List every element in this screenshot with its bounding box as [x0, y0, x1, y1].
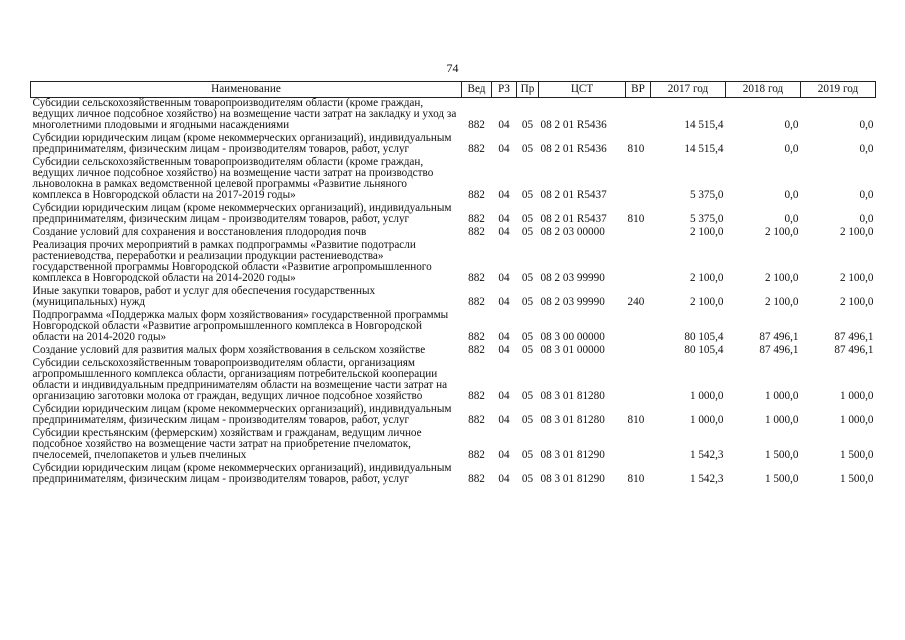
row-2018: 2 100,0: [764, 226, 799, 238]
row-2019: 1 500,0: [839, 449, 874, 461]
row-rz: 04: [498, 414, 510, 426]
header-cst: ЦСТ: [539, 82, 626, 98]
row-2019: 2 100,0: [839, 226, 874, 238]
row-vr: [626, 240, 651, 286]
header-2017: 2017 год: [651, 82, 726, 98]
row-cst: 08 3 01 81290: [540, 449, 605, 461]
table-row: [31, 286, 876, 310]
row-rz: 04: [498, 226, 510, 238]
row-name: Создание условий для сохранения и восстановления плодородия почв: [32, 226, 367, 238]
table-row: [31, 404, 876, 428]
row-ved: 882: [468, 143, 485, 155]
row-ved: 882: [468, 449, 485, 461]
row-2019: 87 496,1: [834, 331, 874, 343]
row-2017: 1 542,3: [689, 473, 724, 485]
row-cst: 08 3 01 81290: [540, 473, 605, 485]
header-name: Наименование: [31, 82, 462, 98]
header-rz: РЗ: [492, 82, 517, 98]
row-vr: 810: [627, 143, 645, 155]
row-2018: 1 500,0: [764, 473, 799, 485]
row-rz: 04: [498, 119, 510, 131]
row-ved: 882: [468, 296, 485, 308]
table-body: [31, 98, 876, 488]
row-pr: 05: [521, 272, 534, 284]
row-cst: 08 2 01 R5437: [540, 189, 607, 201]
row-cst: 08 2 01 R5436: [540, 119, 607, 131]
row-rz: 04: [498, 473, 510, 485]
row-2017: 2 100,0: [689, 226, 724, 238]
header-pr: Пр: [517, 82, 539, 98]
table-row: [31, 310, 876, 345]
row-rz: 04: [498, 296, 510, 308]
row-pr: 05: [521, 390, 534, 402]
row-rz: 04: [498, 213, 510, 225]
row-vr: 810: [627, 213, 645, 225]
row-2019: 87 496,1: [834, 344, 874, 356]
row-2018: 0,0: [784, 189, 799, 201]
row-rz: 04: [498, 449, 510, 461]
row-name: Субсидии сельскохозяйственным товаропроизводителям области (кроме граждан, ведущих личное подсобное хозяйство) на возмещение части затрат на производство льноволокна в рамках ведомственной целевой программы «Развитие льняного комплекса в Новгородской области на 2017-2019 годы»: [32, 156, 434, 201]
row-ved: 882: [468, 272, 485, 284]
row-2018: 0,0: [784, 213, 799, 225]
row-pr: 05: [521, 473, 534, 485]
table-row: [31, 240, 876, 286]
row-2019: 2 100,0: [839, 272, 874, 284]
row-cst: 08 2 01 R5437: [540, 213, 607, 225]
row-pr: 05: [521, 449, 534, 461]
row-vr: [626, 157, 651, 203]
row-name: Субсидии юридическим лицам (кроме некоммерческих организаций), индивидуальным предпринимателям, физическим лицам - производителям товаров, работ, услуг: [32, 403, 452, 426]
row-2018: 0,0: [784, 119, 799, 131]
row-name: Субсидии сельскохозяйственным товаропроизводителям области, организациям агропромышленного комплекса области, организациям потребительской кооперации области и индивидуальным предпринимателям области на возмещение части затрат на организацию заготовки молока от граждан, ведущих личное подсобное хозяйство: [32, 357, 448, 402]
row-2017: 5 375,0: [689, 189, 724, 201]
row-ved: 882: [468, 390, 485, 402]
row-2017: 1 000,0: [689, 414, 724, 426]
row-pr: 05: [521, 226, 534, 238]
row-ved: 882: [468, 189, 485, 201]
row-vr: [626, 310, 651, 345]
row-2019: 0,0: [859, 143, 874, 155]
row-2019: 1 000,0: [839, 414, 874, 426]
row-rz: 04: [498, 143, 510, 155]
row-pr: 05: [521, 143, 534, 155]
table-row: [31, 203, 876, 227]
row-rz: 04: [498, 331, 510, 343]
table-row: [31, 428, 876, 463]
row-vr: [626, 98, 651, 134]
row-ved: 882: [468, 331, 485, 343]
row-vr: [626, 428, 651, 463]
row-2018: 87 496,1: [759, 331, 799, 343]
row-2019: 0,0: [859, 189, 874, 201]
table-row: [31, 157, 876, 203]
header-ved: Вед: [462, 82, 492, 98]
row-name: Субсидии сельскохозяйственным товаропроизводителям области (кроме граждан, ведущих личное подсобное хозяйство) на возмещение части затрат на закладку и уход за многолетними плодовыми и ягодными насаждениями: [32, 97, 457, 131]
row-rz: 04: [498, 189, 510, 201]
row-ved: 882: [468, 344, 485, 356]
row-2018: 1 000,0: [764, 414, 799, 426]
table-header-row: [31, 82, 876, 98]
table-row: [31, 133, 876, 157]
table-row: [31, 98, 876, 134]
row-2018: 2 100,0: [764, 296, 799, 308]
row-cst: 08 3 00 00000: [540, 331, 605, 343]
row-name: Субсидии крестьянским (фермерским) хозяйствам и гражданам, ведущим личное подсобное хозяйство на возмещение части затрат на приобретение пчеломаток, пчелосемей, пчелопакетов и ульев пчелиных: [32, 427, 422, 461]
header-2018: 2018 год: [726, 82, 801, 98]
row-vr: [626, 358, 651, 404]
row-2017: 14 515,4: [684, 119, 724, 131]
row-name: Иные закупки товаров, работ и услуг для обеспечения государственных (муниципальных) нужд: [32, 285, 376, 308]
row-2019: 0,0: [859, 119, 874, 131]
row-cst: 08 3 01 00000: [540, 344, 605, 356]
row-name: Реализация прочих мероприятий в рамках подпрограммы «Развитие подотрасли растениеводства, переработки и реализации продукции растениеводства» государственной программы Новгородской области «Развитие агропромышленного комплекса в Новгородской области на 2014-2020 годы»: [32, 239, 432, 284]
row-ved: 882: [468, 414, 485, 426]
row-cst: 08 2 01 R5436: [540, 143, 607, 155]
row-cst: 08 2 03 00000: [540, 226, 605, 238]
row-2018: 87 496,1: [759, 344, 799, 356]
row-pr: 05: [521, 331, 534, 343]
row-vr: 810: [627, 473, 645, 485]
row-ved: 882: [468, 119, 485, 131]
row-name: Субсидии юридическим лицам (кроме некоммерческих организаций), индивидуальным предпринимателям, физическим лицам - производителям товаров, работ, услуг: [32, 132, 452, 155]
row-rz: 04: [498, 344, 510, 356]
budget-table: [30, 81, 876, 487]
row-rz: 04: [498, 390, 510, 402]
header-2019: 2019 год: [801, 82, 876, 98]
row-ved: 882: [468, 226, 485, 238]
row-2017: 80 105,4: [684, 331, 724, 343]
row-name: Субсидии юридическим лицам (кроме некоммерческих организаций), индивидуальным предпринимателям, физическим лицам - производителям товаров, работ, услуг: [32, 462, 452, 485]
row-cst: 08 2 03 99990: [540, 272, 605, 284]
row-pr: 05: [521, 119, 534, 131]
row-2017: 1 000,0: [689, 390, 724, 402]
row-pr: 05: [521, 189, 534, 201]
row-vr: [626, 345, 651, 358]
row-ved: 882: [468, 213, 485, 225]
row-vr: 810: [627, 414, 645, 426]
row-pr: 05: [521, 296, 534, 308]
row-2017: 2 100,0: [689, 272, 724, 284]
row-2017: 1 542,3: [689, 449, 724, 461]
row-pr: 05: [521, 414, 534, 426]
table-row: [31, 463, 876, 487]
row-rz: 04: [498, 272, 510, 284]
row-pr: 05: [521, 213, 534, 225]
page-number: 74: [446, 61, 459, 75]
header-vr: ВР: [626, 82, 651, 98]
row-2017: 80 105,4: [684, 344, 724, 356]
row-name: Подпрограмма «Поддержка малых форм хозяйствования» государственной программы Новгородской области «Развитие агропромышленного комплекса в Новгородской области на 2014-2020 годы»: [32, 309, 449, 343]
row-2019: 2 100,0: [839, 296, 874, 308]
row-2018: 1 000,0: [764, 390, 799, 402]
row-2019: 1 500,0: [839, 473, 874, 485]
row-2018: 0,0: [784, 143, 799, 155]
row-2018: 2 100,0: [764, 272, 799, 284]
row-cst: 08 3 01 81280: [540, 390, 605, 402]
row-2018: 1 500,0: [764, 449, 799, 461]
row-pr: 05: [521, 344, 534, 356]
row-2017: 14 515,4: [684, 143, 724, 155]
row-ved: 882: [468, 473, 485, 485]
row-cst: 08 3 01 81280: [540, 414, 605, 426]
row-name: Создание условий для развития малых форм хозяйствования в сельском хозяйстве: [32, 344, 426, 356]
row-2017: 5 375,0: [689, 213, 724, 225]
row-vr: 240: [627, 296, 645, 308]
row-2019: 1 000,0: [839, 390, 874, 402]
row-2019: 0,0: [859, 213, 874, 225]
row-cst: 08 2 03 99990: [540, 296, 605, 308]
row-name: Субсидии юридическим лицам (кроме некоммерческих организаций), индивидуальным предпринимателям, физическим лицам - производителям товаров, работ, услуг: [32, 202, 452, 225]
table-row: [31, 358, 876, 404]
row-2017: 2 100,0: [689, 296, 724, 308]
row-vr: [626, 227, 651, 240]
